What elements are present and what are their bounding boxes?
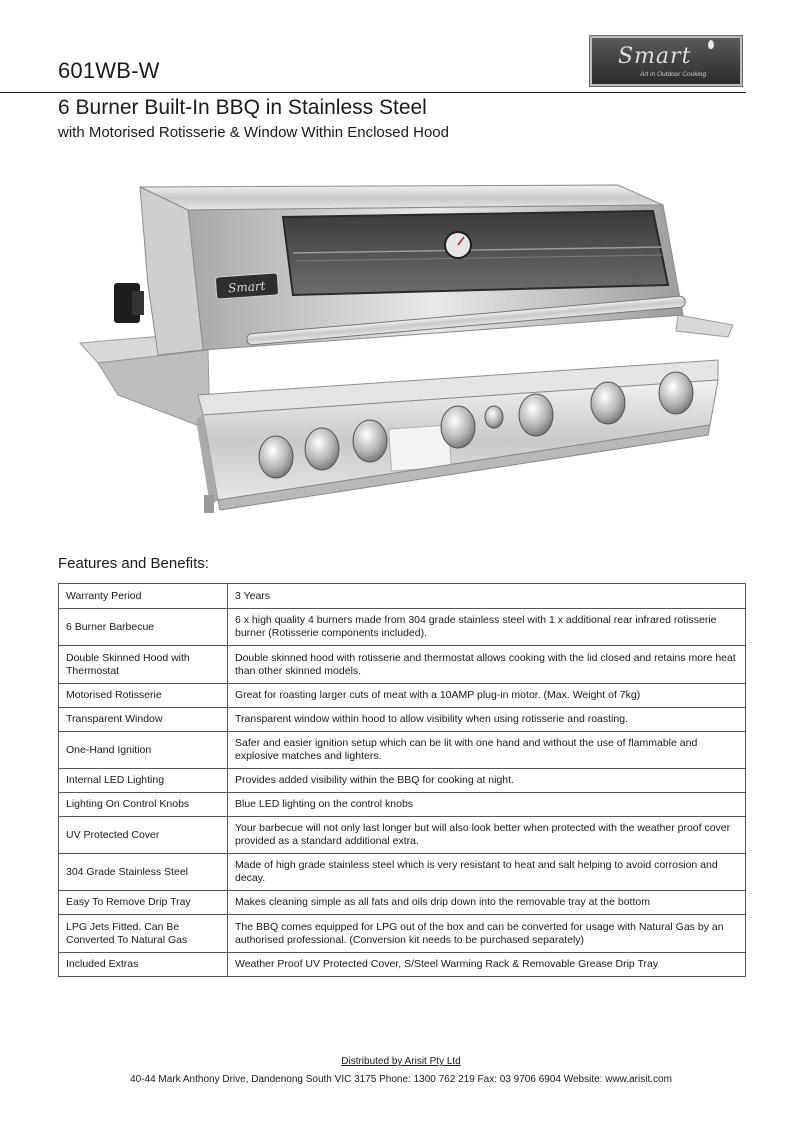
table-row: [59, 953, 746, 977]
feature-name: One-Hand Ignition: [59, 732, 228, 769]
table-row: [59, 684, 746, 708]
bbq-grill-image: [78, 165, 738, 525]
feature-name: Easy To Remove Drip Tray: [59, 891, 228, 915]
feature-detail: The BBQ comes equipped for LPG out of the box and can be converted for usage with Natural Gas by an authorised professional. (Conversion kit needs to be purchased separately): [228, 915, 746, 953]
feature-detail: Your barbecue will not only last longer but will also look better when protected with the weather proof cover provided as a standard additional extra.: [228, 817, 746, 854]
feature-detail: Great for roasting larger cuts of meat with a 10AMP plug-in motor. (Max. Weight of 7kg): [228, 684, 746, 708]
feature-name: Motorised Rotisserie: [59, 684, 228, 708]
table-row: [59, 769, 746, 793]
table-row: [59, 891, 746, 915]
feature-name: Double Skinned Hood with Thermostat: [59, 646, 228, 684]
feature-name: Lighting On Control Knobs: [59, 793, 228, 817]
feature-detail: 3 Years: [228, 584, 746, 609]
feature-name: LPG Jets Fitted. Can Be Converted To Natural Gas: [59, 915, 228, 953]
feature-detail: Weather Proof UV Protected Cover, S/Steel Warming Rack & Removable Grease Drip Tray: [228, 953, 746, 977]
distributor-link[interactable]: Distributed by Arisit Pty Ltd: [341, 1056, 461, 1067]
control-knob: [591, 382, 625, 424]
feature-name: 304 Grade Stainless Steel: [59, 854, 228, 891]
control-knob: [659, 372, 693, 414]
brand-logo: [590, 36, 742, 86]
table-row: [59, 732, 746, 769]
logo-flame-icon: [708, 40, 714, 49]
control-knob: [519, 394, 553, 436]
feature-detail: 6 x high quality 4 burners made from 304 grade stainless steel with 1 x additional rear infrared rotisserie burner (Rotisserie components included).: [228, 609, 746, 646]
logo-tagline: Art in Outdoor Cooking: [640, 71, 707, 78]
footer-distributor: [0, 1056, 802, 1067]
logo-brand-name: Smart: [618, 44, 692, 69]
footer-address: 40-44 Mark Anthony Drive, Dandenong South VIC 3175 Phone: 1300 762 219 Fax: 03 9706 6904 Website: www.arisit.com: [130, 1074, 672, 1085]
feature-detail: Provides added visibility within the BBQ for cooking at night.: [228, 769, 746, 793]
table-row: [59, 915, 746, 953]
ignition-button: [485, 406, 503, 428]
features-heading: Features and Benefits:: [58, 555, 209, 572]
feature-detail: Makes cleaning simple as all fats and oils drip down into the removable tray at the bottom: [228, 891, 746, 915]
right-side-shelf: [676, 315, 733, 337]
feature-name: 6 Burner Barbecue: [59, 609, 228, 646]
control-knob: [259, 436, 293, 478]
feature-detail: Safer and easier ignition setup which can be lit with one hand and without the use of flammable and explosive matches and lighters.: [228, 732, 746, 769]
product-title: 6 Burner Built-In BBQ in Stainless Steel: [58, 96, 427, 119]
control-knob: [353, 420, 387, 462]
product-subtitle: with Motorised Rotisserie & Window Within Enclosed Hood: [58, 124, 449, 141]
control-knob: [305, 428, 339, 470]
table-row: [59, 854, 746, 891]
table-row: [59, 584, 746, 609]
hood-badge-text: Smart: [227, 278, 266, 296]
feature-detail: Transparent window within hood to allow visibility when using rotisserie and roasting.: [228, 708, 746, 732]
feature-detail: Made of high grade stainless steel which is very resistant to heat and salt helping to avoid corrosion and decay.: [228, 854, 746, 891]
feature-name: Transparent Window: [59, 708, 228, 732]
feature-name: UV Protected Cover: [59, 817, 228, 854]
table-row: [59, 708, 746, 732]
control-knob: [441, 406, 475, 448]
header-divider: [0, 92, 746, 93]
model-number: 601WB-W: [58, 58, 160, 83]
feature-name: Internal LED Lighting: [59, 769, 228, 793]
hood-window: [283, 211, 668, 295]
table-row: [59, 646, 746, 684]
feature-name: Warranty Period: [59, 584, 228, 609]
feature-detail: Double skinned hood with rotisserie and thermostat allows cooking with the lid closed and retains more heat than other skinned models.: [228, 646, 746, 684]
table-row: [59, 817, 746, 854]
table-row: [59, 793, 746, 817]
feature-name: Included Extras: [59, 953, 228, 977]
features-table: [58, 583, 746, 977]
table-row: [59, 609, 746, 646]
feature-detail: Blue LED lighting on the control knobs: [228, 793, 746, 817]
